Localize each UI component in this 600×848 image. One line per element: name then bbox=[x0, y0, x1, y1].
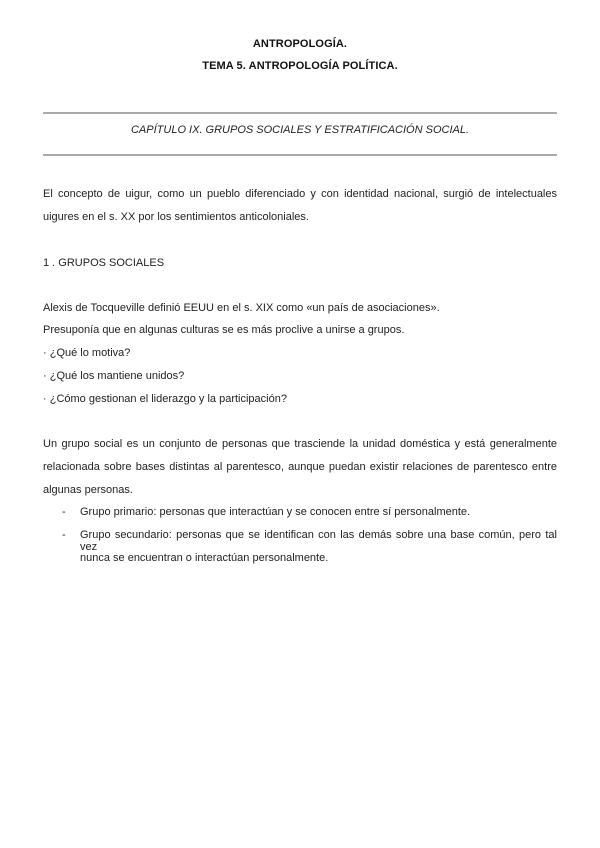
chapter-heading: CAPÍTULO IX. GRUPOS SOCIALES Y ESTRATIFICACIÓN SOCIAL. bbox=[130, 124, 470, 136]
intro-line-1: El concepto de uigur, como un pueblo diferenciado y con identidad nacional, surgió de intelectuales bbox=[43, 188, 557, 200]
definition-line-2: relacionada sobre bases distintas al parentesco, aunque puedan existir relaciones de parentesco entre bbox=[43, 461, 557, 473]
definition-line-3: algunas personas. bbox=[43, 484, 133, 496]
intro-line-2: uigures en el s. XX por los sentimientos anticoloniales. bbox=[43, 211, 309, 223]
divider-bottom bbox=[43, 154, 557, 156]
document-subtitle: TEMA 5. ANTROPOLOGÍA POLÍTICA. bbox=[202, 60, 398, 72]
question-item: · ¿Qué lo motiva? bbox=[43, 347, 131, 359]
bullet-dash: - bbox=[62, 529, 66, 541]
divider-top bbox=[43, 112, 557, 114]
bullet-primary-group: Grupo primario: personas que interactúan y se conocen entre sí personalmente. bbox=[80, 506, 471, 518]
section-heading: 1 . GRUPOS SOCIALES bbox=[43, 257, 165, 269]
document-title: ANTROPOLOGÍA. bbox=[252, 38, 348, 50]
bullet-dash: - bbox=[62, 506, 66, 518]
paragraph-presuponia: Presuponía que en algunas culturas se es más proclive a unirse a grupos. bbox=[43, 324, 405, 336]
definition-line-1: Un grupo social es un conjunto de personas que trasciende la unidad doméstica y está generalmente bbox=[43, 438, 557, 450]
bullet-secondary-group-line-2: nunca se encuentran o interactúan personalmente. bbox=[80, 552, 329, 564]
paragraph-tocqueville: Alexis de Tocqueville definió EEUU en el s. XIX como «un país de asociaciones». bbox=[43, 302, 440, 314]
bullet-secondary-group-line-1: Grupo secundario: personas que se identifican con las demás sobre una base común, pero tal vez bbox=[80, 529, 557, 553]
question-item: · ¿Cómo gestionan el liderazgo y la participación? bbox=[43, 393, 287, 405]
question-item: · ¿Qué los mantiene unidos? bbox=[43, 370, 185, 382]
